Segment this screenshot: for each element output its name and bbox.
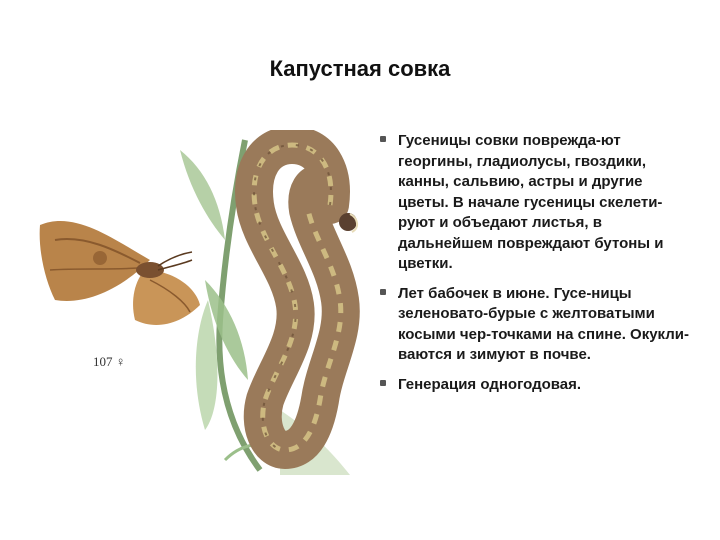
bullet-icon	[380, 136, 386, 142]
bullet-icon	[380, 380, 386, 386]
bullet-text: Генерация одногодовая.	[398, 375, 582, 393]
cabbage-moth-illustration	[30, 130, 370, 480]
bullet-item	[380, 284, 695, 366]
bullet-text: Гусеницы совки поврежда-ют георгины, гладиолусы, гвоздики, канны, сальвию, астры и другие цветы. В начале гусеницы скелети-руют и объедают листья, в дальнейшем повреждают бутоны и цветки.	[398, 132, 664, 272]
bullet-item	[380, 375, 695, 396]
caterpillar-icon	[254, 145, 357, 450]
bullet-text: Лет бабочек в июне. Гусе-ницы зеленовато-бурые с желтоватыми косыми чер-точками на спине. Окукли-ваются и зимуют в почве.	[398, 284, 689, 363]
bullet-icon	[380, 289, 386, 295]
plate-number: 107 ♀	[93, 354, 126, 369]
moth-icon	[40, 221, 200, 325]
bullet-item	[380, 131, 695, 275]
slide-title: Капустная совка	[269, 56, 451, 81]
bullet-list	[380, 131, 695, 404]
